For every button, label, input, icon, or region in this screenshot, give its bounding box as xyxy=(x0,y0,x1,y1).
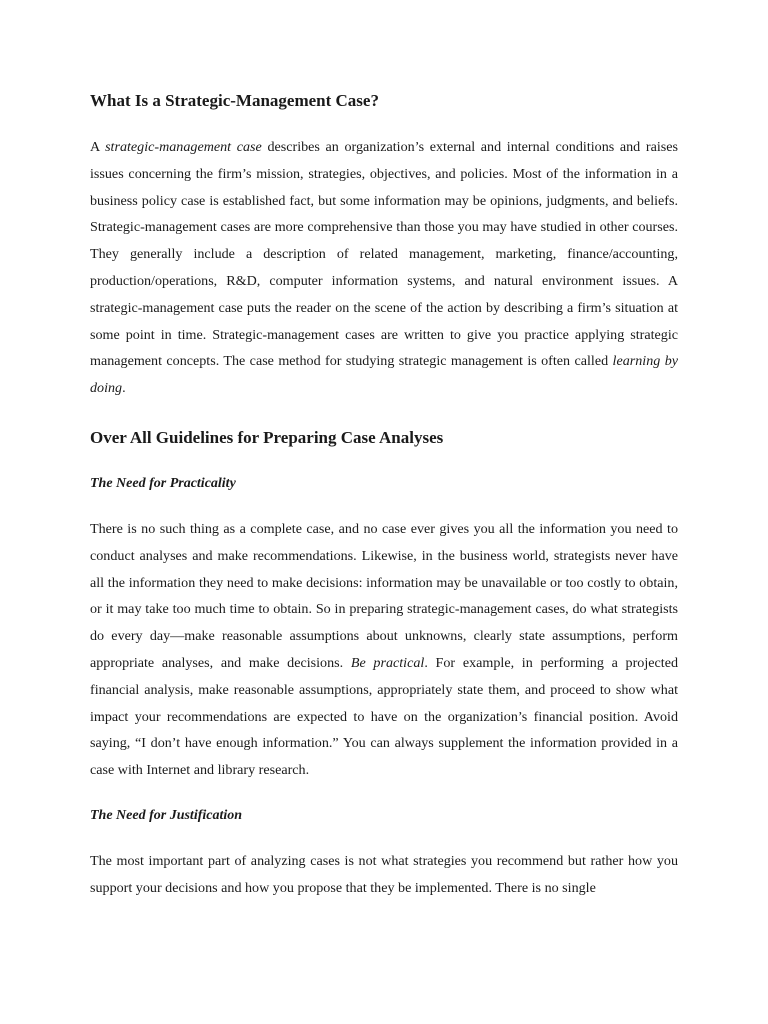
italic-term-strategic-management-case: strategic-management case xyxy=(105,139,262,155)
paragraph-justification: The most important part of analyzing cases is not what strategies you recommend but rather how you support your decisions and how you propose that they be implemented. There is no single xyxy=(90,852,678,896)
text-run: describes an organization’s external and internal conditions and raises issues concerning the firm’s mission, strategies, objectives, and policies. Most of the information in a business policy case is established fact, but some information may be opinions, judgments, and beliefs. Strategic-management cases are more comprehensive than those you may have studied in other courses. They generally include a description of related management, marketing, finance/accounting, production/operations, R&D, computer information systems, and natural environment issues. A strategic-management case puts the reader on the scene of the action by describing a firm’s situation at some point in time. Strategic-management cases are written to give you practice applying strategic management concepts. The case method for studying strategic management is often called xyxy=(90,139,678,370)
paragraph-case-definition xyxy=(90,134,678,402)
text-run: There is no such thing as a complete case, and no case ever gives you all the information you need to conduct analyses and make recommendations. Likewise, in the business world, strategists never have all the information they need to make decisions: information may be unavailable or too costly to obtain, or it may take too much time to obtain. So in preparing strategic-management cases, do what strategists do every day—make reasonable assumptions about unknowns, clearly state assumptions, perform appropriate analyses, and make decisions. xyxy=(90,520,678,671)
subsection-title-justification: The Need for Justification xyxy=(90,807,243,823)
text-run: . For example, in performing a projected financial analysis, make reasonable assumptions, appropriately state them, and proceed to show what impact your recommendations are expected to have on the organization’s financial position. Avoid saying, “I don’t have enough information.” You can always supplement the information provided in a case with Internet and library research. xyxy=(90,654,678,779)
italic-term-learning-by-doing: learning by doing xyxy=(90,353,678,397)
paragraph-practicality xyxy=(90,516,678,784)
section-title-strategic-management-case: What Is a Strategic-Management Case? xyxy=(90,91,379,110)
text-run: A xyxy=(90,139,106,155)
italic-term-be-practical: Be practical xyxy=(350,654,425,671)
subsection-title-practicality: The Need for Practicality xyxy=(90,475,236,491)
section-title-guidelines: Over All Guidelines for Preparing Case Analyses xyxy=(90,427,444,447)
document-content xyxy=(90,88,678,920)
text-run: . xyxy=(122,380,126,397)
